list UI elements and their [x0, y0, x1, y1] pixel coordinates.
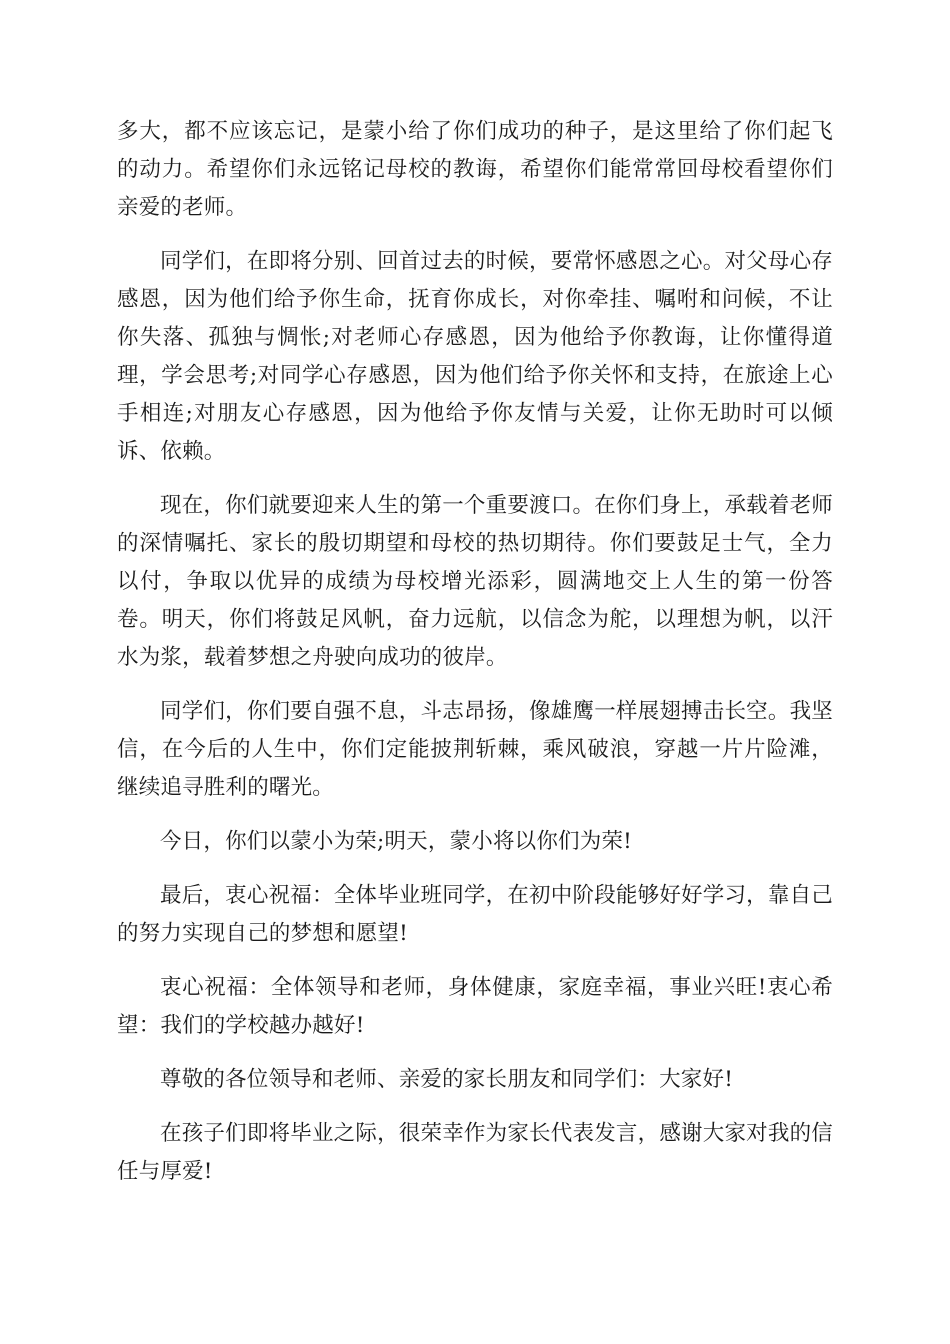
paragraph-3: 现在，你们就要迎来人生的第一个重要渡口。在你们身上，承载着老师的深情嘱托、家长的殷切期望和母校的热切期待。你们要鼓足士气，全力以付，争取以优异的成绩为母校增光添彩，圆满地交上人生的第一份答卷。明天，你们将鼓足风帆，奋力远航，以信念为舵，以理想为帆，以汗水为浆，载着梦想之舟驶向成功的彼岸。 [117, 493, 833, 670]
paragraph-4: 同学们，你们要自强不息，斗志昂扬，像雄鹰一样展翅搏击长空。我坚信，在今后的人生中，你们定能披荆斩棘，乘风破浪，穿越一片片险滩，继续追寻胜利的曙光。 [117, 699, 833, 800]
document-body [117, 113, 833, 1207]
paragraph-9: 在孩子们即将毕业之际，很荣幸作为家长代表发言，感谢大家对我的信任与厚爱! [117, 1121, 833, 1184]
paragraph-7: 衷心祝福：全体领导和老师，身体健康，家庭幸福，事业兴旺!衷心希望：我们的学校越办越好! [117, 975, 833, 1038]
paragraph-1: 多大，都不应该忘记，是蒙小给了你们成功的种子，是这里给了你们起飞的动力。希望你们永远铭记母校的教诲，希望你们能常常回母校看望你们亲爱的老师。 [117, 119, 833, 220]
paragraph-6: 最后，衷心祝福：全体毕业班同学，在初中阶段能够好好学习，靠自己的努力实现自己的梦想和愿望! [117, 883, 833, 946]
paragraph-5: 今日，你们以蒙小为荣;明天，蒙小将以你们为荣! [160, 829, 632, 854]
paragraph-2: 同学们，在即将分别、回首过去的时候，要常怀感恩之心。对父母心存感恩，因为他们给予你生命，抚育你成长，对你牵挂、嘱咐和问候，不让你失落、孤独与惆怅;对老师心存感恩，因为他给予你教诲，让你懂得道理，学会思考;对同学心存感恩，因为他们给予你关怀和支持，在旅途上心手相连;对朋友心存感恩，因为他给予你友情与关爱，让你无助时可以倾诉、依赖。 [117, 249, 833, 464]
paragraph-8: 尊敬的各位领导和老师、亲爱的家长朋友和同学们：大家好! [160, 1067, 734, 1092]
